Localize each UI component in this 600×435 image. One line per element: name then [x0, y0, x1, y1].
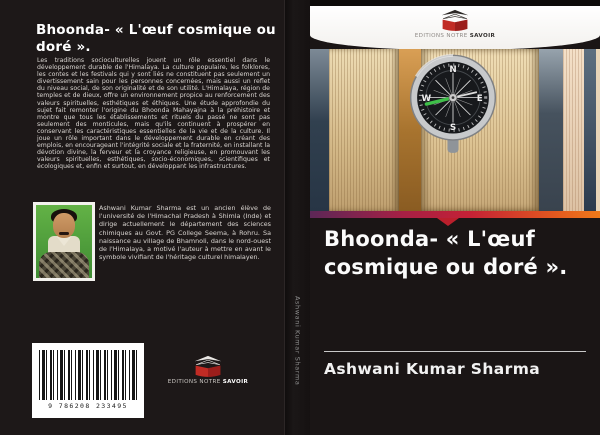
author-photo [33, 202, 95, 281]
books-photo [310, 49, 600, 211]
compass-east-label: E [476, 93, 483, 104]
publisher-name-bold: SAVOIR [222, 379, 249, 385]
book-cover-blue [584, 49, 596, 211]
barcode-bars [39, 350, 137, 400]
publisher-logo-front [410, 9, 500, 39]
author-bio: Ashwani Kumar Sharma est un ancien élève de l'université de l'Himachal Pradesh à Shimla (Inde) et dirige actuellement le département des sciences chimiques au Govt. PG College Seema, à Rohru. Sa naissance au village de Bhamnoli, dans le nord-ouest de l'Himalaya, a motivé l'auteur à mettre en avant le symbole vivifiant de l'héritage culturel himalayen. [99, 204, 271, 262]
author-photo-vest [39, 252, 89, 278]
front-cover-title: Bhoonda- « L'œuf cosmique ou doré ». [324, 227, 568, 279]
compass-west-label: W [421, 93, 432, 104]
compass-south-label: S [449, 122, 457, 133]
publisher-logo-back [163, 355, 253, 385]
front-cover-author: Ashwani Kumar Sharma [324, 360, 541, 378]
accent-gradient-bar [310, 211, 600, 218]
publisher-name [163, 379, 253, 385]
publisher-name-regular: EDITIONS NOTRE [414, 33, 470, 39]
compass-north-label: N [449, 64, 457, 75]
barcode [32, 343, 144, 418]
author-divider-line [324, 351, 586, 352]
back-cover [0, 0, 284, 435]
author-photo-image [36, 205, 92, 278]
publisher-name [410, 33, 500, 39]
book-cover-slate [539, 49, 563, 211]
author-photo-mustache [59, 232, 69, 235]
book-cover-blue [310, 49, 329, 211]
back-cover-title: Bhoonda- « L'œuf cosmique ou doré ». [36, 22, 276, 56]
spine [284, 0, 310, 435]
spine-author: Ashwani Kumar Sharma [293, 296, 302, 386]
publisher-book-icon [439, 9, 471, 32]
publisher-name-regular: EDITIONS NOTRE [167, 379, 223, 385]
publisher-name-bold: SAVOIR [469, 33, 496, 39]
front-cover [310, 0, 600, 435]
book-pages-pink [563, 49, 584, 211]
barcode-number: 9 786208 233495 [48, 402, 128, 410]
accent-notch [437, 218, 459, 226]
back-cover-synopsis: Les traditions socioculturelles jouent un rôle essentiel dans le développement durable de l'Himalaya. La culture populaire, les folklores, les contes et les festivals qui y sont liés ne constituent pas seulement un divertissement sain pour les personnes concernées, mais aussi un reflet du niveau social, de son originalité et de son utilité. L'Himalaya, région de temples et de dieux, offre un environnement propice au renforcement des valeurs spirituelles, esthétiques et éthiques. Une étude approfondie du sujet fait remonter l'origine du Bhoonda Mahayajna à la préhistoire et montre que tous les établissements et rituels du passé ne sont pas seulement des monticules, mais qu'ils continuent à prospérer en conservant les caractéristiques essentielles de la vie et de la culture. Il joue un rôle important dans le développement durable en créant des emplois, en encourageant l'intégrité sociale et la fraternité, en installant la dévotion divine, la ferveur et la croyance religieuse, en promouvant les valeurs spirituelles, esthétiques, socio-économiques, scientifiques et écologiques et, enfin et surtout, en développant les infrastructures. [37, 57, 270, 171]
publisher-book-icon [192, 355, 224, 378]
book-pages-edge [596, 49, 600, 211]
book-pages [329, 49, 399, 211]
compass-icon [407, 53, 499, 157]
